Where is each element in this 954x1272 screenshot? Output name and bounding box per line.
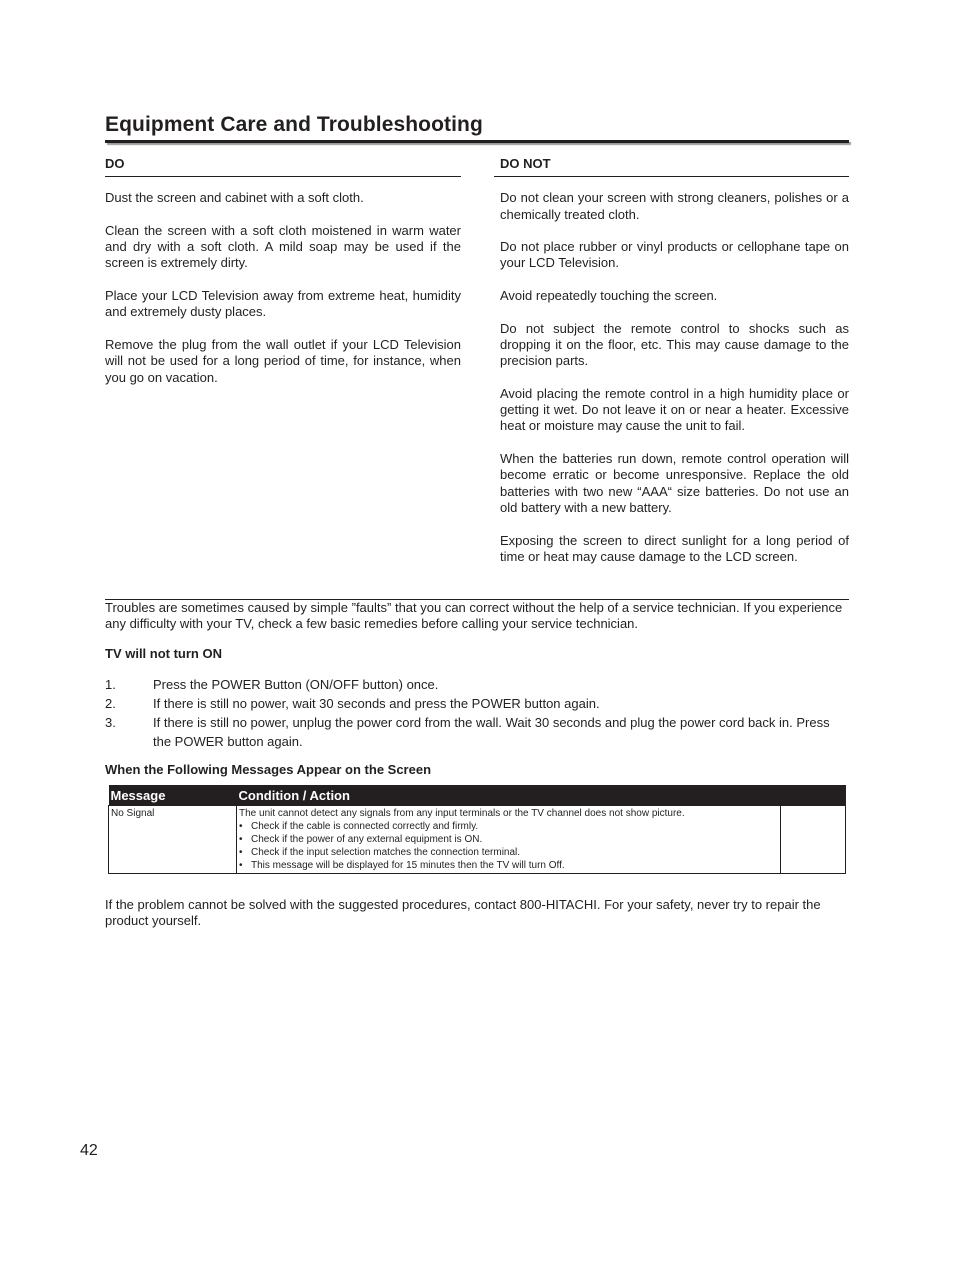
table-row: [109, 806, 846, 874]
table-header-row: [109, 785, 846, 806]
step-text: Press the POWER Button (ON/OFF button) once.: [153, 677, 439, 692]
do-item: Place your LCD Television away from extreme heat, humidity and extremely dusty places.: [105, 288, 461, 320]
bullet-item: [239, 833, 778, 846]
bullet-item: [239, 859, 778, 872]
donot-column: [494, 156, 849, 581]
step-item: [105, 694, 849, 713]
header-blank: [781, 785, 846, 806]
bullet-text: This message will be displayed for 15 minutes then the TV will turn Off.: [251, 860, 565, 871]
bullet-item: [239, 820, 778, 833]
messages-heading: When the Following Messages Appear on the Screen: [105, 762, 432, 777]
bullet-item: [239, 846, 778, 859]
bullet-glyph: •: [239, 834, 243, 845]
power-steps: [105, 675, 849, 751]
condition-text: The unit cannot detect any signals from any input terminals or the TV channel does not show picture.: [239, 808, 685, 819]
bullet-glyph: •: [239, 860, 243, 871]
step-number: 2.: [105, 696, 116, 711]
step-text: If there is still no power, unplug the power cord from the wall. Wait 30 seconds and plug the power cord back in. Press the POWER button again.: [153, 715, 830, 749]
page-number: 42: [80, 1142, 98, 1159]
page-title: Equipment Care and Troubleshooting: [105, 113, 483, 136]
title-rule: [105, 140, 849, 143]
do-item: Dust the screen and cabinet with a soft cloth.: [105, 190, 364, 206]
donot-item: Do not place rubber or vinyl products or cellophane tape on your LCD Television.: [500, 239, 849, 271]
bullet-text: Check if the cable is connected correctly and firmly.: [251, 821, 479, 832]
blank-cell: [781, 806, 846, 874]
header-condition: Condition / Action: [237, 785, 781, 806]
step-number: 3.: [105, 715, 116, 730]
do-column: [105, 156, 461, 402]
donot-item: Avoid placing the remote control in a high humidity place or getting it wet. Do not leave it on or near a heater. Excessive heat or moisture may cause the unit to fail.: [500, 385, 849, 434]
bullet-glyph: •: [239, 821, 243, 832]
bullet-text: Check if the input selection matches the connection terminal.: [251, 847, 521, 858]
do-item: Clean the screen with a soft cloth moistened in warm water and dry with a soft cloth. A mild soap may be used if the screen is extremely dirty.: [105, 222, 461, 271]
header-message: Message: [109, 785, 237, 806]
step-number: 1.: [105, 677, 116, 692]
donot-item: When the batteries run down, remote control operation will become erratic or become unresponsive. Replace the old batteries with two new “AAA“ size batteries. Do not use an old battery with a new battery.: [500, 451, 849, 515]
donot-heading: DO NOT: [494, 156, 849, 177]
condition-cell: [237, 806, 781, 874]
donot-item: Do not clean your screen with strong cleaners, polishes or a chemically treated cloth.: [500, 190, 849, 222]
step-text: If there is still no power, wait 30 seconds and press the POWER button again.: [153, 696, 600, 711]
do-item: Remove the plug from the wall outlet if your LCD Television will not be used for a long period of time, for instance, when you go on vacation.: [105, 336, 461, 385]
donot-item: Exposing the screen to direct sunlight for a long period of time or heat may cause damage to the LCD screen.: [500, 532, 849, 564]
donot-item: Do not subject the remote control to shocks such as dropping it on the floor, etc. This may cause damage to the precision parts.: [500, 320, 849, 369]
step-item: [105, 675, 849, 694]
troubles-intro: Troubles are sometimes caused by simple ”faults” that you can correct without the help of a service technician. If you experience any difficulty with your TV, check a few basic remedies before calling your service technician.: [105, 600, 843, 632]
donot-item: Avoid repeatedly touching the screen.: [500, 288, 718, 304]
message-cell: No Signal: [109, 806, 237, 874]
closing-text: If the problem cannot be solved with the suggested procedures, contact 800-HITACHI. For your safety, never try to repair the product yourself.: [105, 897, 821, 929]
bullet-glyph: •: [239, 847, 243, 858]
power-heading: TV will not turn ON: [105, 646, 222, 661]
messages-table: [108, 785, 846, 874]
step-item: [105, 713, 849, 751]
do-heading: DO: [105, 156, 461, 177]
bullet-text: Check if the power of any external equipment is ON.: [251, 834, 483, 845]
